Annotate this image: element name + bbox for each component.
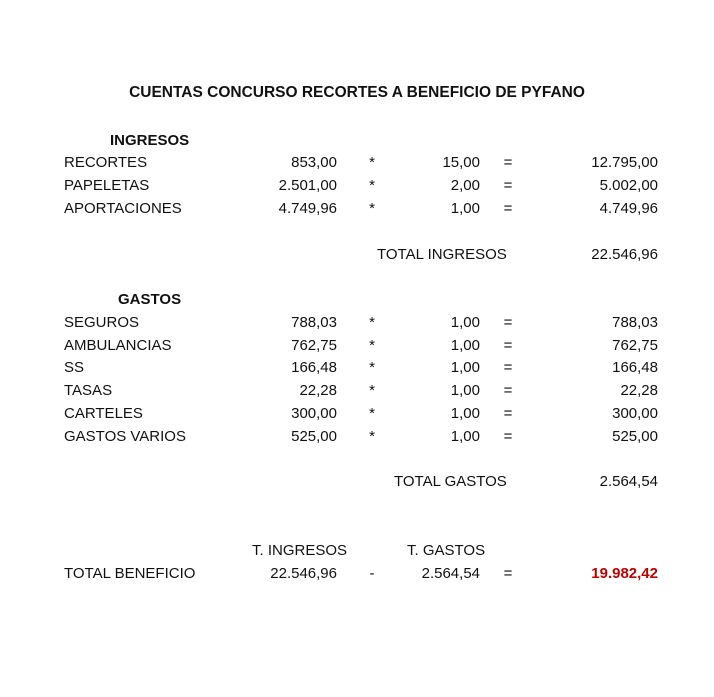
row-equals: = (503, 382, 513, 399)
row-label: SS (64, 359, 85, 376)
row-total: 12.795,00 (591, 154, 658, 171)
row-total: 22,28 (620, 382, 658, 399)
table-row (0, 199, 714, 219)
header-total-ingresos: T. INGRESOS (252, 542, 348, 559)
row-equals: = (503, 565, 513, 582)
row-qty: 4.749,96 (278, 200, 337, 217)
row-price: 1,00 (450, 382, 480, 399)
row-equals: = (503, 337, 513, 354)
beneficio-ingresos-value: 22.546,96 (270, 565, 337, 582)
row-qty: 2.501,00 (278, 177, 337, 194)
row-qty: 525,00 (291, 428, 337, 445)
row-price: 2,00 (450, 177, 480, 194)
table-row (0, 336, 714, 356)
table-row (0, 404, 714, 424)
minus-sign: - (369, 565, 375, 582)
row-multiply: * (369, 428, 375, 445)
row-label: AMBULANCIAS (64, 337, 172, 354)
total-gastos-value: 2.564,54 (599, 473, 658, 490)
row-multiply: * (369, 314, 375, 331)
row-total: 4.749,96 (599, 200, 658, 217)
row-equals: = (503, 177, 513, 194)
row-label: SEGUROS (64, 314, 140, 331)
row-multiply: * (369, 154, 375, 171)
row-multiply: * (369, 382, 375, 399)
row-multiply: * (369, 405, 375, 422)
row-multiply: * (369, 200, 375, 217)
row-total: 762,75 (612, 337, 658, 354)
total-ingresos-label: TOTAL INGRESOS (377, 246, 507, 263)
total-beneficio-label: TOTAL BENEFICIO (64, 565, 196, 582)
total-beneficio-value: 19.982,42 (591, 565, 658, 582)
row-qty: 300,00 (291, 405, 337, 422)
row-label: GASTOS VARIOS (64, 428, 186, 445)
row-label: PAPELETAS (64, 177, 150, 194)
row-price: 1,00 (450, 405, 480, 422)
row-total: 166,48 (612, 359, 658, 376)
row-multiply: * (369, 337, 375, 354)
row-price: 1,00 (450, 337, 480, 354)
total-ingresos-value: 22.546,96 (591, 246, 658, 263)
row-price: 1,00 (450, 314, 480, 331)
row-equals: = (503, 200, 513, 217)
row-price: 1,00 (450, 200, 480, 217)
row-multiply: * (369, 177, 375, 194)
row-label: TASAS (64, 382, 113, 399)
row-total: 788,03 (612, 314, 658, 331)
row-price: 15,00 (442, 154, 480, 171)
row-equals: = (503, 314, 513, 331)
row-label: RECORTES (64, 154, 148, 171)
row-qty: 22,28 (299, 382, 337, 399)
beneficio-row (0, 564, 714, 584)
row-qty: 166,48 (291, 359, 337, 376)
row-qty: 762,75 (291, 337, 337, 354)
row-total: 300,00 (612, 405, 658, 422)
row-equals: = (503, 359, 513, 376)
row-qty: 788,03 (291, 314, 337, 331)
row-equals: = (503, 428, 513, 445)
row-total: 525,00 (612, 428, 658, 445)
row-equals: = (503, 405, 513, 422)
document-title: CUENTAS CONCURSO RECORTES A BENEFICIO DE PYFANO (129, 84, 585, 101)
row-label: CARTELES (64, 405, 143, 422)
row-label: APORTACIONES (64, 200, 182, 217)
total-gastos-label: TOTAL GASTOS (394, 473, 507, 490)
row-price: 1,00 (450, 428, 480, 445)
beneficio-gastos-value: 2.564,54 (421, 565, 480, 582)
table-row (0, 176, 714, 196)
row-equals: = (503, 154, 513, 171)
gastos-heading: GASTOS (118, 291, 182, 308)
row-price: 1,00 (450, 359, 480, 376)
table-row (0, 313, 714, 333)
row-qty: 853,00 (291, 154, 337, 171)
row-multiply: * (369, 359, 375, 376)
ingresos-heading: INGRESOS (110, 132, 190, 149)
table-row (0, 153, 714, 173)
table-row (0, 427, 714, 447)
header-total-gastos: T. GASTOS (407, 542, 486, 559)
table-row (0, 358, 714, 378)
row-total: 5.002,00 (599, 177, 658, 194)
table-row (0, 381, 714, 401)
